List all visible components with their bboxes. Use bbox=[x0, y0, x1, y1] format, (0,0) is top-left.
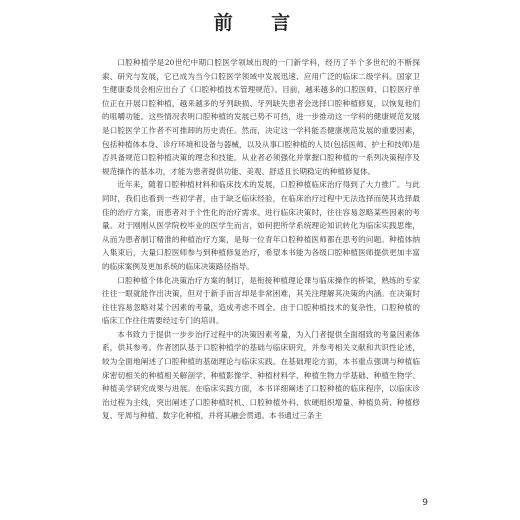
page-title: 前 言 bbox=[213, 12, 307, 34]
preface-body bbox=[102, 56, 420, 423]
paragraph: 近年来，随着口腔种植材料和临床技术的发展，口腔种植临床治疗得到了大力推广。与此同时，我们也看到一些初学者，由于缺乏临床经验，在临床治疗过程中无法选择而使其选择最佳的治疗方案，而患者对于个性化的治疗需求。进行临床决策时，往往容易忽略某些因素的考量。对于刚刚从医学院校毕业的医学生而言，如何把所学系统理论知识转化为临床实践思维，从而为患者制订精准的种植治疗方案，是每一位青年口腔种植医师都在思考的问题。种植体纳入集束后，大量口腔医师参与到种植修复治疗，希望本书能为各级口腔种植医师提供更加丰富的临床案例及更加系统的临床决策路径指导。 bbox=[102, 180, 420, 271]
paragraph: 口腔种植个体化决策治疗方案的制订，是衔接种植理论课与临床操作的桥梁，熟练的专家往往一眼就能作出决策，但对于新手而言却是非常困难，其关注理解其决策的内涵。在决策时往往容易忽略对某个因素的考量，造成考虑不周全。由于口腔种植技术的复杂性，口腔种植的临床工作往往需要经过专门的培训。 bbox=[102, 275, 420, 326]
paragraph: 口腔种植学是20世纪中期口腔医学领域出现的一门新学科，经历了半个多世纪的不断探索、研究与发展，它已成为当今口腔医学领域中发展迅速、应用广泛的临床二级学科。国家卫生健康委员会相应出台了《口腔种植技术管理规范》。目前，越来越多的口腔医师、口腔医疗单位正在开展口腔种植，越来越多的牙列缺损、牙列缺失患者会选择口腔种植修复，以恢复他们的咀嚼功能。这些情况表明口腔种植的发展已势不可挡，进一步推动这一学科的健康规范发展是口腔医学工作者不可推卸的历史责任。然而，决定这一学科能否健康规范发展的重要因素，包括种植体本身、诊疗环境和设备与器械，以及从事口腔种植的人员(包括医师、护士和技师)是否具备规范口腔种植决策的理念和技能。从业者必须强化并掌握口腔种植的一系列决策程序及规范操作的基本功，才能为患者提供功能、美观、舒适且长期稳定的种植修复体。 bbox=[102, 58, 420, 176]
paragraph: 本书致力于提供一步步治疗过程中的决策因素考量，为入门者提供全面细致的考量因素体系，供其参考。作者团队基于口腔种植学的基础与临床研究，并参考相关文献和共识性论述，较为全面地阐述了口腔种植的基础理论与临床实践。在基础理论方面，本书重点强调与种植临床密切相关的种植相关解剖学、种植影像学、种植材料学、种植生物力学基础、种植生物学、种植美学研究成果与进展。在临床实践方面，本书详细阐述了口腔种植的临床程序，以临床诊治过程为主线，突出阐述了口腔种植时机、口腔种植外科、软硬组织增量、种植负荷、种植修复、牙周与种植、数字化种植，并将其融会贯通。本书通过三条主 bbox=[102, 329, 420, 421]
page-number: 9 bbox=[422, 498, 428, 508]
